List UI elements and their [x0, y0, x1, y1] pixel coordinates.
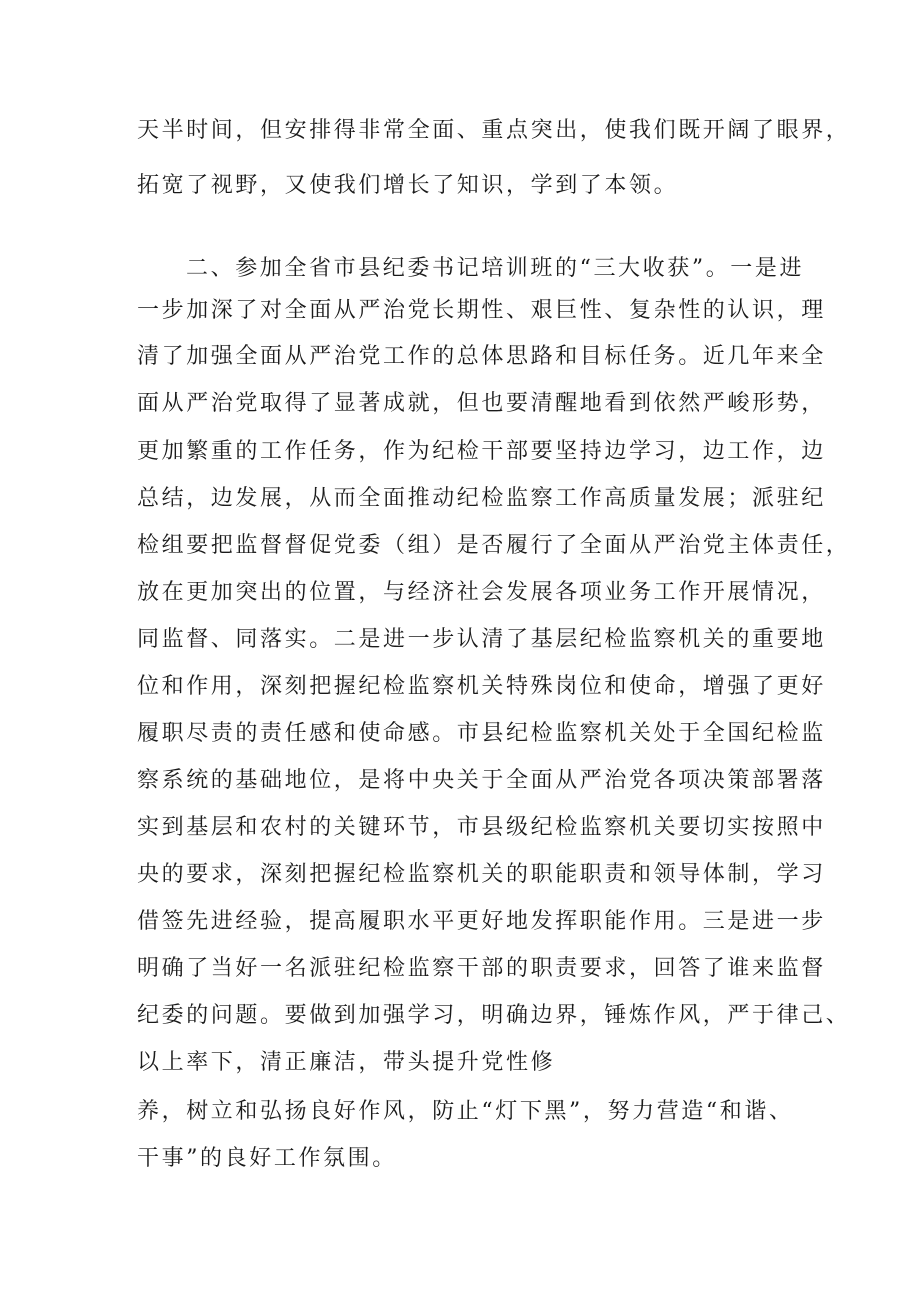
text-line: 以上率下，清正廉洁，带头提升党性修 — [137, 1050, 556, 1075]
text-line: 实到基层和农村的关键环节，市县级纪检监察机关要切实按照中 — [137, 815, 826, 840]
text-line: 位和作用，深刻把握纪检监察机关特殊岗位和使命，增强了更好 — [137, 674, 826, 699]
text-line: 干事”的良好工作氛围。 — [137, 1146, 397, 1171]
text-line: 履职尽责的责任感和使命感。市县纪检监察机关处于全国纪检监 — [137, 721, 826, 746]
text-line: 天半时间，但安排得非常全面、重点突出，使我们既开阔了眼界， — [137, 118, 851, 143]
text-line: 借签先进经验，提高履职水平更好地发挥职能作用。三是进一步 — [137, 909, 826, 934]
text-line: 总结，边发展，从而全面推动纪检监察工作高质量发展；派驻纪 — [137, 486, 826, 511]
text-line: 清了加强全面从严治党工作的总体思路和目标任务。近几年来全 — [137, 344, 826, 369]
text-line: 央的要求，深刻把握纪检监察机关的职能职责和领导体制，学习 — [137, 862, 826, 887]
text-line: 察系统的基础地位，是将中央关于全面从严治党各项决策部署落 — [137, 768, 826, 793]
text-line: 检组要把监督督促党委（组）是否履行了全面从严治党主体责任， — [137, 533, 851, 558]
text-line: 明确了当好一名派驻纪检监察干部的职责要求，回答了谁来监督 — [137, 956, 826, 981]
text-line: 同监督、同落实。二是进一步认清了基层纪检监察机关的重要地 — [137, 627, 826, 652]
text-line: 放在更加突出的位置，与经济社会发展各项业务工作开展情况， — [137, 580, 826, 605]
text-line: 面从严治党取得了显著成就，但也要清醒地看到依然严峻形势， — [137, 391, 826, 416]
text-line: 更加繁重的工作任务，作为纪检干部要坚持边学习，边工作，边 — [137, 439, 826, 464]
text-line: 纪委的问题。要做到加强学习，明确边界，锤炼作风，严于律己、 — [137, 1003, 851, 1028]
text-line: 一步加深了对全面从严治党长期性、艰巨性、复杂性的认识，理 — [137, 298, 826, 323]
paragraph-first-line: 二、参加全省市县纪委书记培训班的“三大收获”。一是进 — [186, 256, 805, 281]
text-line: 拓宽了视野，又使我们增长了知识，学到了本领。 — [137, 173, 679, 198]
text-line: 养，树立和弘扬良好作风，防止“灯下黑”，努力营造“和谐、 — [137, 1099, 794, 1124]
